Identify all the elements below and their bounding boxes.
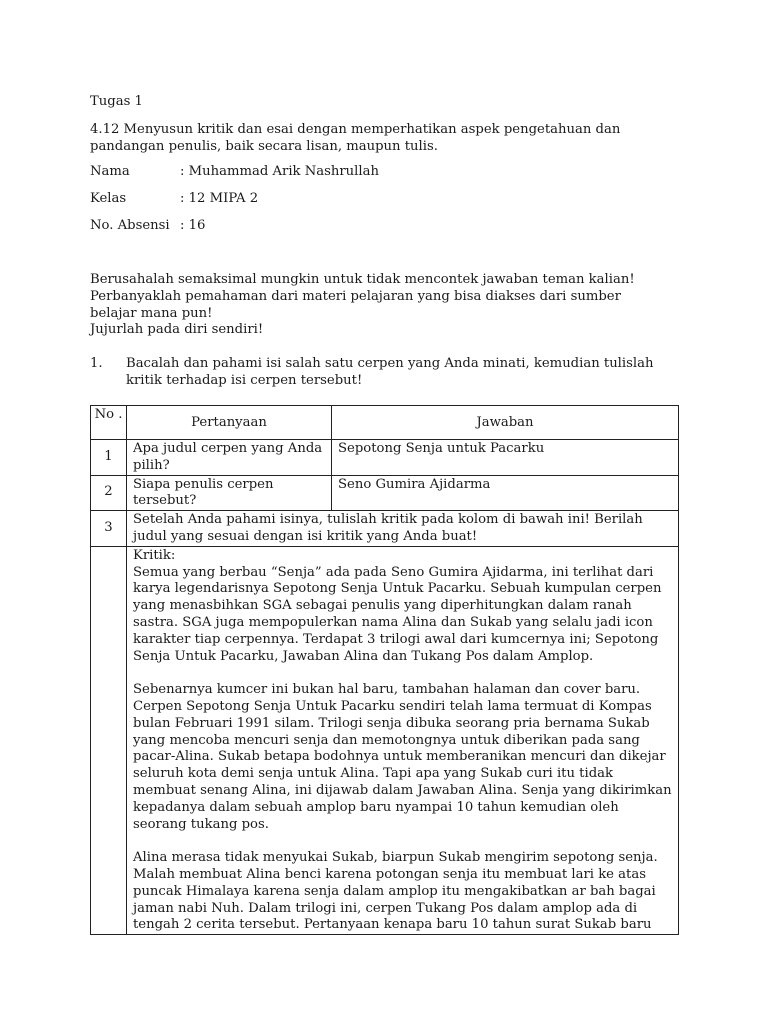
question-text: Bacalah dan pahami isi salah satu cerpen yang Anda minati, kemudian tulislah kritik terhadap isi cerpen tersebut! — [126, 356, 654, 388]
identity-value-name: : Muhammad Arik Nashrullah — [180, 164, 379, 179]
row-answer: Seno Gumira Ajidarma — [332, 475, 679, 511]
header-question: Pertanyaan — [127, 406, 332, 440]
critique-no-cell — [91, 546, 127, 934]
table-header-row — [91, 406, 679, 440]
table-row — [91, 440, 679, 476]
instruction-line-2: Perbanyaklah pemahaman dari materi pelajaran yang bisa diakses dari sumber belajar mana pun! — [90, 289, 621, 321]
critique-cell — [127, 546, 679, 934]
identity-label-attendance: No. Absensi — [90, 218, 170, 233]
identity-label-class: Kelas — [90, 191, 127, 206]
instruction-line-3: Jujurlah pada diri sendiri! — [90, 322, 264, 337]
row-no: 1 — [91, 440, 127, 476]
header-no: No . — [91, 406, 127, 440]
document-title: Tugas 1 — [90, 94, 143, 109]
critique-row — [91, 546, 679, 934]
header-answer: Jawaban — [332, 406, 679, 440]
row-instruction: Setelah Anda pahami isinya, tulislah kritik pada kolom di bawah ini! Berilah judul yang sesuai dengan isi kritik yang Anda buat! — [127, 511, 679, 547]
row-question: Siapa penulis cerpen tersebut? — [127, 475, 332, 511]
table-row — [91, 475, 679, 511]
critique-heading: Kritik: — [133, 547, 176, 563]
row-no: 2 — [91, 475, 127, 511]
critique-paragraph-2: Sebenarnya kumcer ini bukan hal baru, tambahan halaman dan cover baru. Cerpen Sepotong Senja Untuk Pacarku sendiri telah lama termuat di Kompas bulan Februari 1991 silam. Trilogi senja dibuka seorang pria bernama Sukab yang mencoba mencuri senja dan memotongnya untuk diberikan pada sang pacar-Alina. Sukab betapa bodohnya untuk memberanikan mencuri dan dikejar seluruh kota demi senja untuk Alina. Tapi apa yang Sukab curi itu tidak membuat senang Alina, ini dijawab dalam Jawaban Alina. Senja yang dikirimkan kepadanya dalam sebuah amplop baru nyampai 10 tahun kemudian oleh seorang tukang pos. — [133, 682, 672, 832]
instruction-line-1: Berusahalah semaksimal mungkin untuk tidak mencontek jawaban teman kalian! — [90, 272, 635, 287]
row-question: Apa judul cerpen yang Anda pilih? — [127, 440, 332, 476]
learning-objective: 4.12 Menyusun kritik dan esai dengan memperhatikan aspek pengetahuan dan pandangan penulis, baik secara lisan, maupun tulis. — [90, 122, 621, 154]
critique-paragraph-1: Semua yang berbau “Senja” ada pada Seno Gumira Ajidarma, ini terlihat dari karya legendarisnya Sepotong Senja Untuk Pacarku. Sebuah kumpulan cerpen yang menasbihkan SGA sebagai penulis yang diperhitungkan dalam ranah sastra. SGA juga mempopulerkan nama Alina dan Sukab yang selalu jadi icon karakter tiap cerpennya. Terdapat 3 trilogi awal dari kumcernya ini; Sepotong Senja Untuk Pacarku, Jawaban Alina dan Tukang Pos dalam Amplop. — [133, 564, 662, 664]
row-no: 3 — [91, 511, 127, 547]
row-answer: Sepotong Senja untuk Pacarku — [332, 440, 679, 476]
question-number: 1. — [90, 356, 103, 371]
identity-value-class: : 12 MIPA 2 — [180, 191, 259, 206]
table-row — [91, 511, 679, 547]
identity-value-attendance: : 16 — [180, 218, 206, 233]
critique-paragraph-3: Alina merasa tidak menyukai Sukab, biarpun Sukab mengirim sepotong senja. Malah membuat Alina benci karena potongan senja itu membuat lari ke atas puncak Himalaya karena senja dalam amplop itu mengakibatkan ar bah bagai jaman nabi Nuh. Dalam trilogi ini, cerpen Tukang Pos dalam amplop ada di tengah 2 cerita tersebut. Pertanyaan kenapa baru 10 tahun surat Sukab baru — [133, 850, 658, 933]
answer-table — [90, 405, 679, 935]
identity-label-name: Nama — [90, 164, 130, 179]
